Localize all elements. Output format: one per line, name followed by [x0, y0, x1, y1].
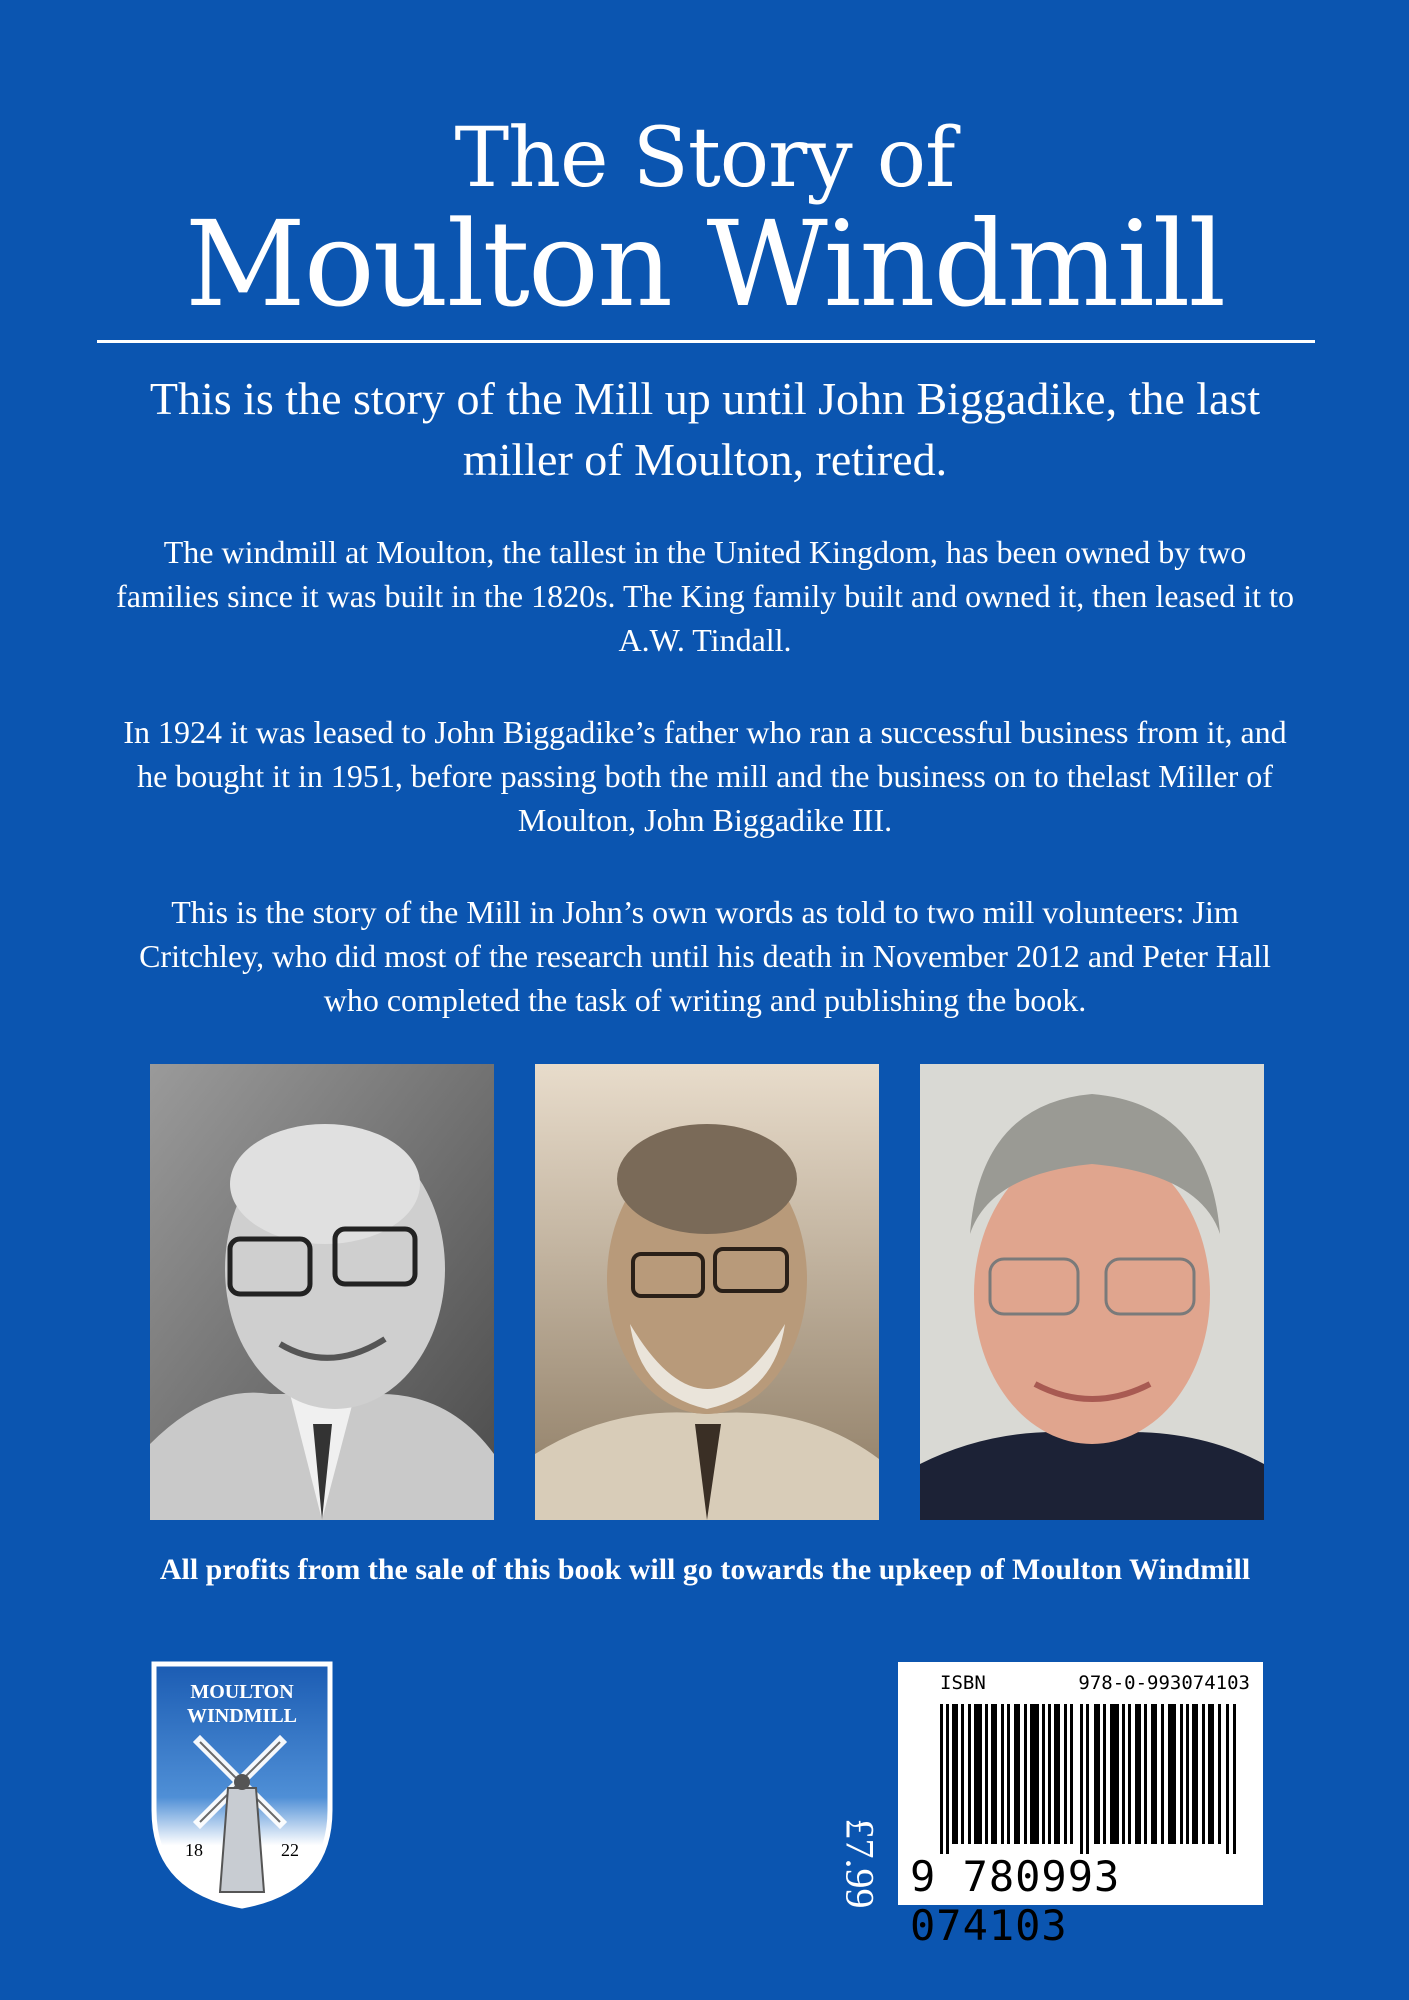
- isbn-header: [940, 1672, 1250, 1694]
- logo-line-1: MOULTON: [190, 1681, 294, 1703]
- logo-year-left: 18: [185, 1840, 203, 1860]
- isbn-barcode: [898, 1662, 1263, 1950]
- moulton-windmill-logo: [150, 1660, 334, 1910]
- lead-paragraph: This is the story of the Mill up until John Biggadike, the last miller of Moulton, retired.: [149, 373, 1261, 485]
- isbn-label: ISBN: [940, 1672, 986, 1694]
- paragraph-biggadike: In 1924 it was leased to John Biggadike’s father who ran a successful business from it, and he bought it in 1951, before passing both the mill and the business on to thelast Miller of Moulton, John Biggadike III.: [123, 714, 1287, 838]
- price-label: £7.99: [837, 1818, 883, 1909]
- book-title: Moulton Windmill: [184, 195, 1225, 333]
- portrait-photo-2: [535, 1064, 879, 1520]
- divider-rule: [97, 340, 1315, 343]
- barcode-bars: [940, 1704, 1240, 1854]
- isbn-code: 978-0-993074103: [1078, 1672, 1250, 1694]
- title-subheading: The Story of: [454, 111, 955, 206]
- logo-line-2: WINDMILL: [186, 1705, 298, 1727]
- portrait-photo-3: [920, 1064, 1264, 1520]
- portrait-photo-1: [150, 1064, 494, 1520]
- logo-year-right: 22: [281, 1840, 299, 1860]
- paragraph-authors: This is the story of the Mill in John’s own words as told to two mill volunteers: Jim Critchley, who did most of the research until his death in November 2012 and Peter Hall who completed the task of writing and publishing the book.: [139, 894, 1271, 1018]
- profits-note: All profits from the sale of this book will go towards the upkeep of Moulton Windmill: [159, 1553, 1251, 1586]
- paragraph-history: The windmill at Moulton, the tallest in the United Kingdom, has been owned by two families since it was built in the 1820s. The King family built and owned it, then leased it to A.W. Tindall.: [116, 534, 1294, 658]
- isbn-digits: 9 780993 074103: [910, 1852, 1121, 1950]
